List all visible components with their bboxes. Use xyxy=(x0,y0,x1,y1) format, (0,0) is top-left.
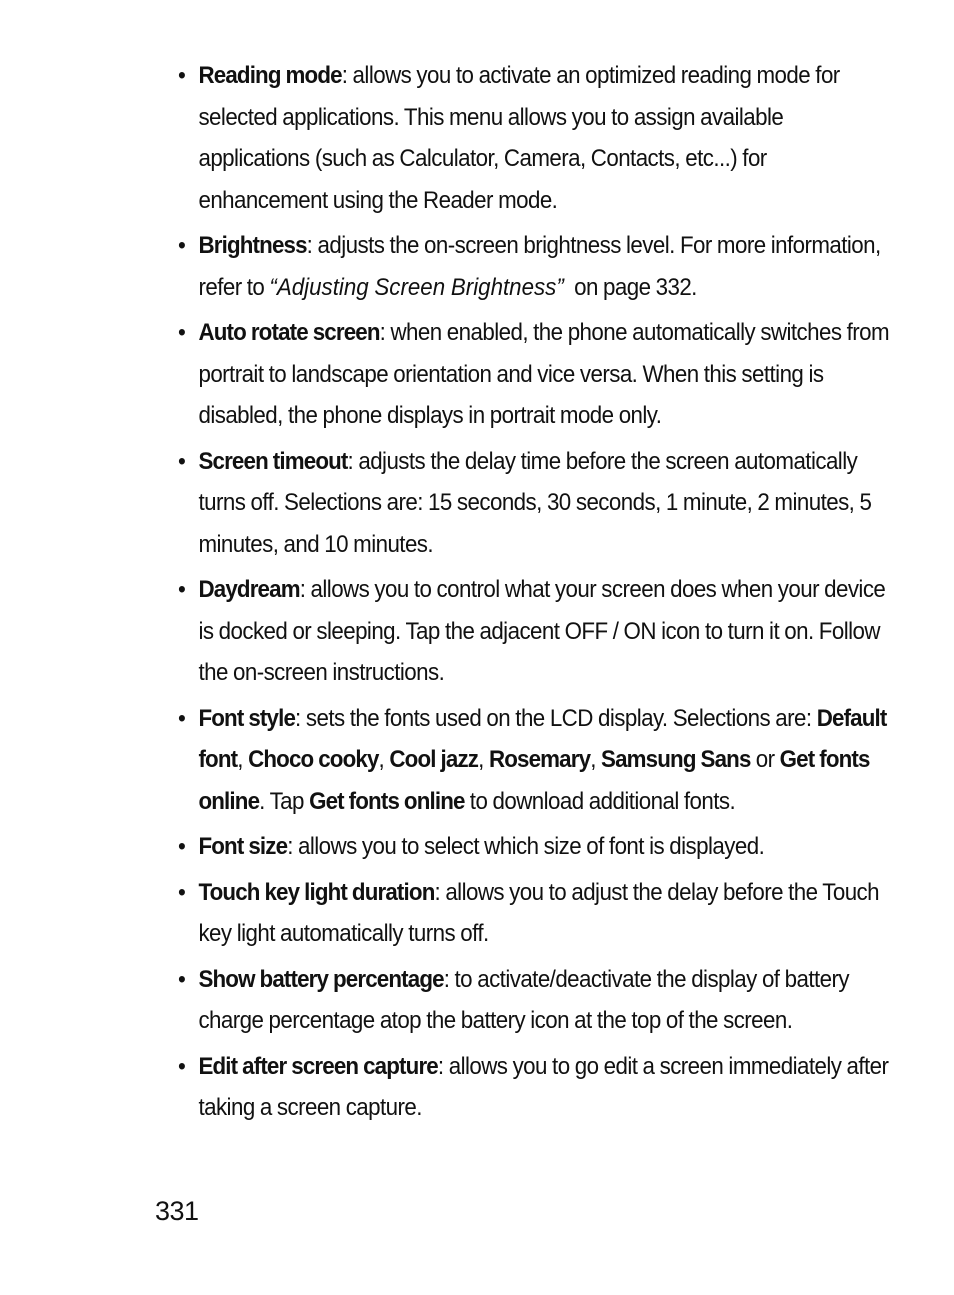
bullet-dot-icon: • xyxy=(178,319,186,346)
description-font-style: : sets the fonts used on the LCD display. Selections are: xyxy=(295,704,817,732)
description-touch-key-light: : allows you to adjust the delay before the Touch key light automatically turns off. xyxy=(198,878,880,947)
bullet-dot-icon: • xyxy=(178,704,186,732)
list-item-screen-timeout xyxy=(178,441,898,566)
list-item-auto-rotate xyxy=(178,312,898,437)
list-item-brightness xyxy=(178,225,898,308)
description-brightness: : adjusts the on-screen brightness level. For more information, refer to xyxy=(198,232,881,301)
font-option-default: Default font xyxy=(198,704,887,773)
description-edit-after-capture: : allows you to go edit a screen immediately after taking a screen capture. xyxy=(198,1052,889,1121)
separator-comma: , xyxy=(378,746,390,773)
font-option-cool-jazz: Cool jazz xyxy=(389,746,479,773)
tap-instruction-prefix: . Tap xyxy=(259,787,310,815)
font-option-samsung-sans: Samsung Sans xyxy=(601,746,751,773)
font-option-get-fonts-online: Get fonts online xyxy=(198,746,870,815)
cross-reference-link[interactable]: “Adjusting Screen Brightness” xyxy=(269,273,564,301)
page-number: 331 xyxy=(155,1196,199,1226)
term-reading-mode: Reading mode xyxy=(198,62,342,89)
term-auto-rotate: Auto rotate screen xyxy=(198,319,380,346)
list-item-touch-key-light xyxy=(178,872,898,955)
bullet-dot-icon: • xyxy=(178,1052,186,1080)
list-item-font-size xyxy=(178,826,898,868)
term-font-style: Font style xyxy=(198,704,296,732)
term-daydream: Daydream xyxy=(198,576,300,603)
bullet-dot-icon: • xyxy=(178,878,186,906)
bullet-dot-icon: • xyxy=(178,576,186,603)
description-font-size: : allows you to select which size of font is displayed. xyxy=(287,833,765,860)
description-battery-percentage: : to activate/deactivate the display of battery charge percentage atop the battery icon at the top of the screen. xyxy=(198,965,849,1034)
description-brightness-page: on page 332. xyxy=(563,273,697,301)
font-option-choco-cooky: Choco cooky xyxy=(248,746,379,773)
description-auto-rotate: : when enabled, the phone automatically switches from portrait to landscape orientation and vice versa. When this setting is disabled, the phone displays in portrait mode only. xyxy=(198,319,890,429)
tap-instruction-suffix: to download additional fonts. xyxy=(464,787,736,815)
list-item-font-style xyxy=(178,698,898,823)
term-battery-percentage: Show battery percentage xyxy=(198,965,444,993)
term-font-size: Font size xyxy=(198,833,288,860)
bullet-dot-icon: • xyxy=(178,833,186,860)
description-reading-mode: : allows you to activate an optimized reading mode for selected applications. This menu allows you to assign available applications (such as Calculator, Camera, Contacts, etc...) for enhancement using the Reader mode. xyxy=(198,62,840,214)
list-item-battery-percentage xyxy=(178,959,898,1042)
term-touch-key-light: Touch key light duration xyxy=(198,878,435,906)
list-item-edit-after-capture xyxy=(178,1046,898,1129)
separator-comma: , xyxy=(590,746,602,773)
term-edit-after-capture: Edit after screen capture xyxy=(198,1052,438,1080)
term-brightness: Brightness xyxy=(198,232,307,259)
separator-or: or xyxy=(750,746,780,773)
bullet-dot-icon: • xyxy=(178,965,186,993)
bullet-dot-icon: • xyxy=(178,62,186,89)
description-screen-timeout: : adjusts the delay time before the screen automatically turns off. Selections are: 15 seconds, 30 seconds, 1 minute, 2 minutes, 5 minutes, and 10 minutes. xyxy=(198,447,872,558)
bullet-dot-icon: • xyxy=(178,447,186,475)
list-item-reading-mode xyxy=(178,55,898,221)
term-screen-timeout: Screen timeout xyxy=(198,447,348,475)
description-daydream: : allows you to control what your screen does when your device is docked or sleeping. Tap the adjacent OFF / ON icon to turn it on. Follow the on-screen instructions. xyxy=(198,576,886,686)
separator-comma: , xyxy=(478,746,489,773)
list-item-daydream xyxy=(178,569,898,694)
bullet-dot-icon: • xyxy=(178,232,186,259)
tap-get-fonts-online: Get fonts online xyxy=(309,787,465,815)
separator-comma: , xyxy=(237,746,249,773)
font-option-rosemary: Rosemary xyxy=(488,746,591,773)
settings-bullet-list xyxy=(178,55,890,1133)
